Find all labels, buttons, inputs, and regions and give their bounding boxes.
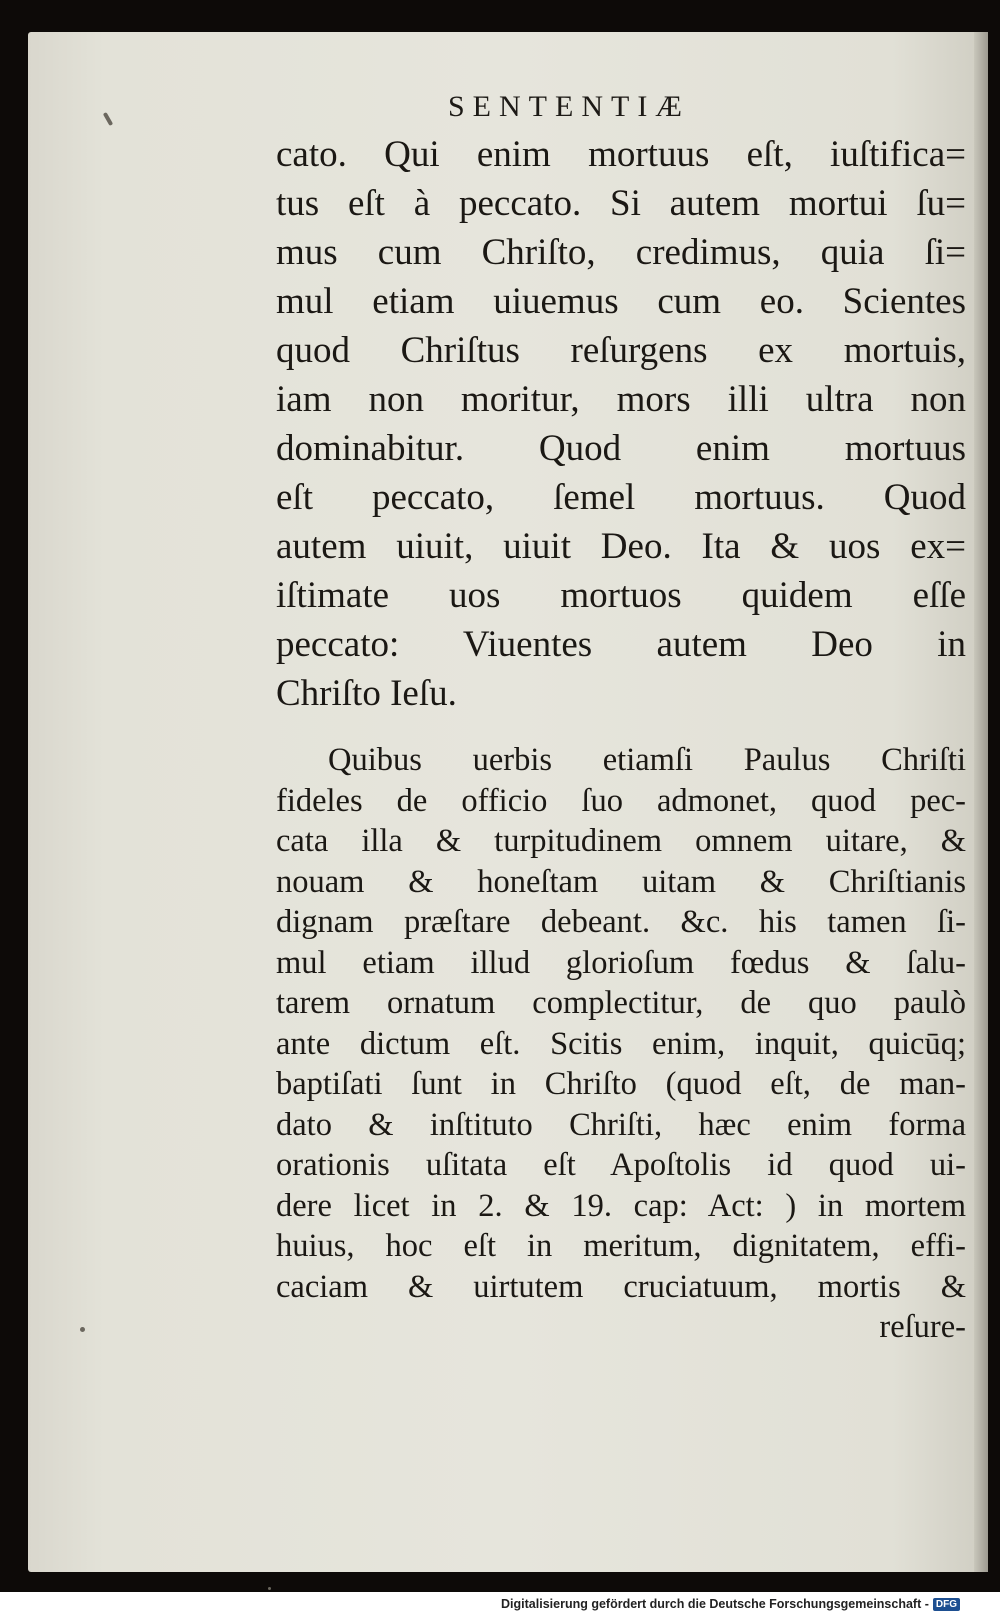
text-line: Quibus uerbis etiamſi Paulus Chriſti xyxy=(328,742,966,778)
text-line: dominabitur. Quod enim mortuus xyxy=(276,428,966,469)
text-line: dignam præſtare debeant. &c. his tamen ſi- xyxy=(276,904,966,940)
paragraph-2 xyxy=(276,740,966,1348)
text-line: dato & inſtituto Chriſti, hæc enim forma xyxy=(276,1106,966,1143)
page-speck xyxy=(103,112,113,126)
text-line: eſt peccato, ſemel mortuus. Quod xyxy=(276,477,966,518)
text-line: cato. Qui enim mortuus eſt, iuſtifica= xyxy=(276,134,966,175)
text-line: tus eſt à peccato. Si autem mortui ſu= xyxy=(276,183,966,224)
text-line: dere licet in 2. & 19. cap: Act: ) in mortem xyxy=(276,1187,966,1224)
text-block xyxy=(276,130,966,1348)
page-speck xyxy=(80,1327,85,1332)
text-line: mus cum Chriſto, credimus, quia ſi= xyxy=(276,232,966,273)
catchword: reſure- xyxy=(879,1309,966,1345)
text-line: cata illa & turpitudinem omnem uitare, & xyxy=(276,823,966,859)
text-line: huius, hoc eſt in meritum, dignitatem, effi- xyxy=(276,1228,966,1264)
text-line: caciam & uirtutem cruciatuum, mortis & xyxy=(276,1268,966,1305)
text-line: fideles de officio ſuo admonet, quod pec- xyxy=(276,782,966,819)
text-line: orationis uſitata eſt Apoſtolis id quod ui- xyxy=(276,1147,966,1183)
paragraph-1 xyxy=(276,130,966,718)
running-head: SENTENTIÆ xyxy=(448,90,690,123)
page-spine-shadow xyxy=(974,32,988,1572)
credit-text: Digitalisierung gefördert durch die Deutsche Forschungsgemeinschaft - xyxy=(501,1597,929,1611)
digitization-credit xyxy=(501,1597,960,1611)
text-line: iam non moritur, mors illi ultra non xyxy=(276,379,966,420)
text-line: peccato: Viuentes autem Deo in xyxy=(276,624,966,665)
text-line: iſtimate uos mortuos quidem eſſe xyxy=(276,575,966,616)
text-line: nouam & honeſtam uitam & Chriſtianis xyxy=(276,863,966,900)
text-line: ante dictum eſt. Scitis enim, inquit, quicūq; xyxy=(276,1025,966,1062)
text-line: baptiſati ſunt in Chriſto (quod eſt, de man- xyxy=(276,1066,966,1102)
text-line: autem uiuit, uiuit Deo. Ita & uos ex= xyxy=(276,526,966,567)
book-page xyxy=(28,32,988,1572)
text-line: quod Chriſtus reſurgens ex mortuis, xyxy=(276,330,966,371)
text-line: mul etiam uiuemus cum eo. Scientes xyxy=(276,281,966,322)
text-line: mul etiam illud glorioſum fœdus & ſalu- xyxy=(276,944,966,981)
text-line: tarem ornatum complectitur, de quo paulò xyxy=(276,985,966,1021)
text-line: Chriſto Ieſu. xyxy=(276,673,457,714)
page-speck xyxy=(268,1587,271,1590)
dfg-logo-icon: DFG xyxy=(933,1598,960,1611)
